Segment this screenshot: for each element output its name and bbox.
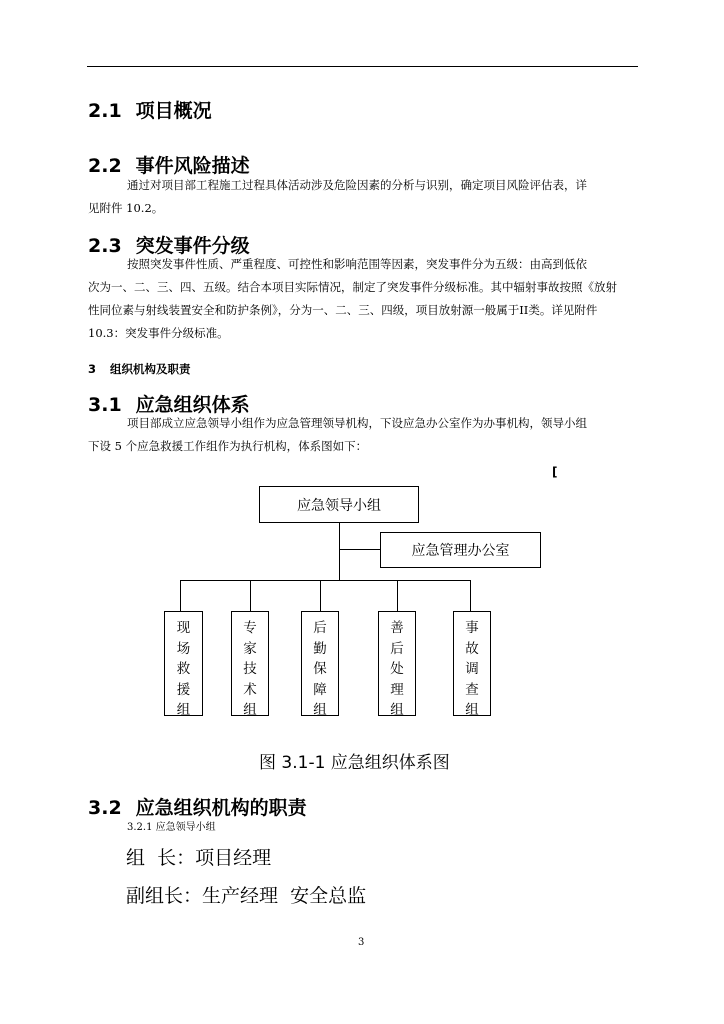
drop-line-rescue: [180, 580, 181, 612]
para-3-1-line-1: 项目部成立应急领导小组作为应急管理领导机构，下设应急办公室作为办事机构，领导小组: [127, 416, 587, 430]
heading-2-2: 2.2 事件风险描述: [88, 155, 250, 177]
drop-line-investigation: [470, 580, 471, 612]
group-box-logistics: 后 勤 保 障 组: [301, 611, 339, 716]
group-box-rescue: 现 场 救 援 组: [164, 611, 203, 716]
group-box-investigation: 事 故 调 查 组: [453, 611, 491, 716]
office-connector: [339, 549, 381, 550]
office-box: 应急管理办公室: [380, 532, 541, 568]
para-3-1-line-2: 下设 5 个应急救援工作组作为执行机构，体系图如下：: [88, 439, 368, 453]
role-deputy: 副组长：生产经理 安全总监: [126, 885, 367, 907]
drop-line-expert: [250, 580, 251, 612]
group-box-expert: 专 家 技 术 组: [231, 611, 269, 716]
drop-line-logistics: [320, 580, 321, 612]
para-2-3-line-1: 按照突发事件性质、严重程度、可控性和影响范围等因素，突发事件分为五级：由高到低依: [127, 257, 587, 271]
role-leader: 组 长：项目经理: [126, 847, 272, 869]
para-2-2-line-1: 通过对项目部工程施工过程具体活动涉及危险因素的分析与识别，确定项目风险评估表，详: [127, 178, 587, 192]
heading-2-3: 2.3 突发事件分级: [88, 235, 250, 257]
para-2-3-line-4: 10.3：突发事件分级标准。: [88, 326, 229, 340]
para-2-3-line-2: 次为一、二、三、四、五级。结合本项目实际情况，制定了突发事件分级标准。其中辐射事故按照《放射: [88, 280, 617, 294]
heading-2-1: 2.1 项目概况: [88, 100, 212, 122]
corner-marker: [: [552, 465, 558, 479]
group-box-aftermath: 善 后 处 理 组: [378, 611, 416, 716]
heading-3-2: 3.2 应急组织机构的职责: [88, 797, 307, 819]
para-2-3-line-3: 性同位素与射线装置安全和防护条例》，分为一、二、三、四级，项目放射源一般属于II类。详见附件: [88, 303, 598, 317]
heading-3: 3 组织机构及职责: [88, 362, 191, 376]
page-number: 3: [358, 937, 365, 948]
drop-line-aftermath: [397, 580, 398, 612]
leader-box: 应急领导小组: [259, 486, 419, 523]
heading-3-1: 3.1 应急组织体系: [88, 394, 250, 416]
para-2-2-line-2: 见附件 10.2。: [88, 201, 164, 215]
branch-line: [180, 580, 471, 581]
figure-caption: 图 3.1-1 应急组织体系图: [259, 753, 450, 773]
trunk-line: [339, 523, 340, 581]
header-rule: [87, 66, 638, 67]
heading-3-2-1: 3.2.1 应急领导小组: [127, 822, 216, 833]
